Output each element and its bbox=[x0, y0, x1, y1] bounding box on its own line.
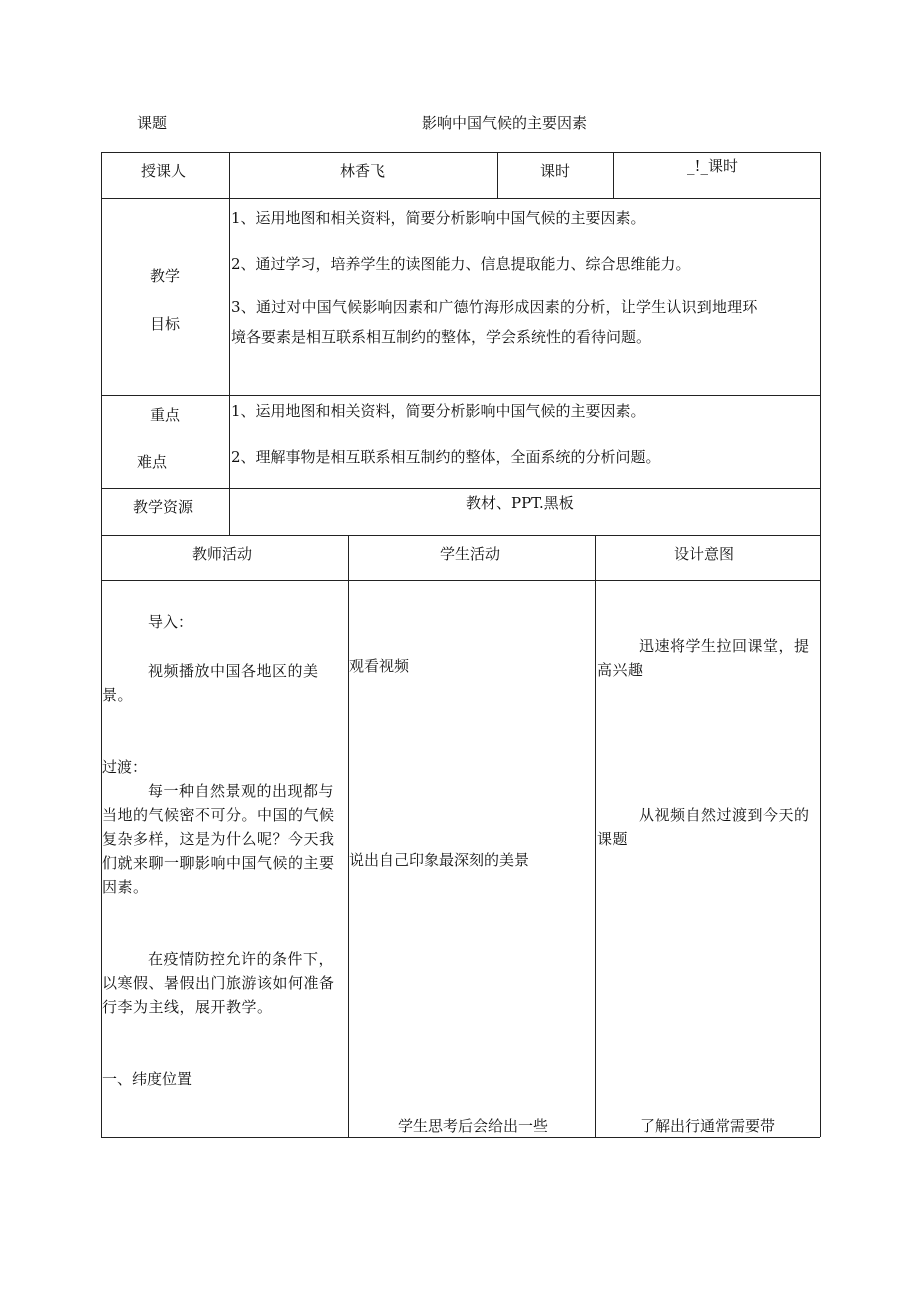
header-student-activity: 学生活动 bbox=[440, 545, 501, 563]
header-design-intent: 设计意图 bbox=[674, 545, 735, 563]
objectives-label-line2: 目标 bbox=[150, 315, 181, 333]
design-item-3: 了解出行通常需要带 bbox=[640, 1117, 776, 1135]
key-points-label-line2: 难点 bbox=[137, 453, 168, 471]
teacher-intro-text: 视频播放中国各地区的美景。 bbox=[102, 662, 319, 704]
key-points-label-line1: 重点 bbox=[150, 406, 181, 424]
teacher-intro-label: 导入： bbox=[148, 613, 194, 631]
subject-label: 课题 bbox=[137, 114, 168, 132]
teacher-pandemic-text: 在疫情防控允许的条件下，以寒假、暑假出门旅游该如何准备行李为主线，展开教学。 bbox=[102, 950, 335, 1016]
objective-item: 2、通过学习，培养学生的读图能力、信息提取能力、综合思维能力。 bbox=[231, 255, 691, 273]
period-label: 课时 bbox=[540, 162, 571, 180]
objectives-label-line1: 教学 bbox=[150, 267, 181, 285]
teacher-section-latitude: 一、纬度位置 bbox=[102, 1070, 193, 1088]
teacher-transition-text: 每一种自然景观的出现都与当地的气候密不可分。中国的气候复杂多样，这是为什么呢？今天我们就来聊一聊影响中国气候的主要因素。 bbox=[102, 782, 335, 896]
teacher-name: 林香飞 bbox=[340, 162, 386, 180]
student-item-1: 观看视频 bbox=[349, 657, 410, 675]
header-teacher-activity: 教师活动 bbox=[192, 545, 253, 563]
period-value: _!_课时 bbox=[687, 157, 739, 175]
key-point-item: 1、运用地图和相关资料，简要分析影响中国气候的主要因素。 bbox=[231, 402, 646, 420]
subject-title: 影响中国气候的主要因素 bbox=[422, 114, 588, 132]
objective-item: 境各要素是相互联系相互制约的整体，学会系统性的看待问题。 bbox=[231, 328, 652, 346]
objective-item: 3、通过对中国气候影响因素和广德竹海形成因素的分析，让学生认识到地理环 bbox=[231, 298, 758, 316]
design-item-1: 迅速将学生拉回课堂，提高兴趣 bbox=[597, 637, 810, 679]
resources-label: 教学资源 bbox=[133, 498, 194, 516]
key-point-item: 2、理解事物是相互联系相互制约的整体，全面系统的分析问题。 bbox=[231, 448, 661, 466]
teacher-transition-label: 过渡： bbox=[102, 758, 148, 776]
teacher-label: 授课人 bbox=[141, 162, 187, 180]
student-item-3: 学生思考后会给出一些 bbox=[398, 1117, 549, 1135]
objective-item: 1、运用地图和相关资料，简要分析影响中国气候的主要因素。 bbox=[231, 209, 646, 227]
student-item-2: 说出自己印象最深刻的美景 bbox=[349, 851, 530, 869]
design-item-2: 从视频自然过渡到今天的课题 bbox=[597, 806, 810, 848]
resources-value: 教材、PPT.黑板 bbox=[466, 494, 574, 512]
